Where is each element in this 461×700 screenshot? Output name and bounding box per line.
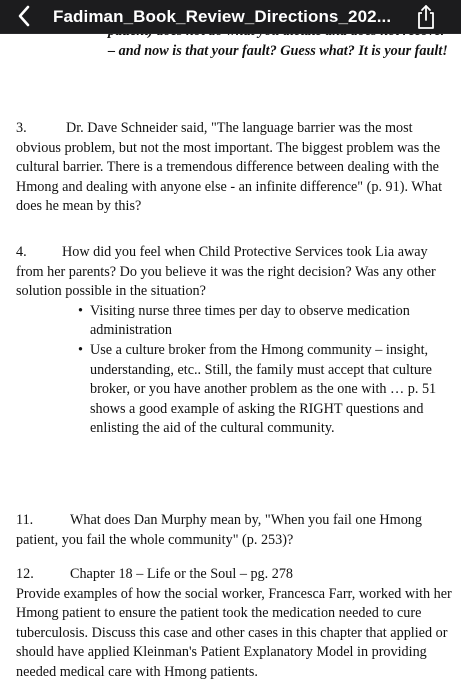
document-page[interactable] [0, 33, 461, 700]
chevron-left-icon [17, 4, 31, 28]
back-button[interactable] [12, 1, 36, 31]
question-number: 11. [16, 512, 34, 528]
question-number: 3. [16, 120, 27, 136]
share-icon [415, 4, 437, 30]
question-number: 12. [16, 566, 34, 582]
list-item [16, 302, 456, 341]
question-number: 4. [16, 244, 27, 260]
question-11 [16, 511, 456, 550]
question-12 [16, 565, 456, 683]
bullet-text: Use a culture broker from the Hmong community – insight, understanding, etc.. Still, the family must accept that culture broker, or you have another problem as the one with … p. 51 shows a good example of asking the RIGHT questions and enlisting the aid of the cultural community. [90, 341, 437, 437]
question-text: Dr. Dave Schneider said, "The language barrier was the most obvious problem, but not the most important. The biggest problem was the cultural barrier. There is a tremendous difference between dealing with the Hmong and dealing with anyone else - an infinite difference" (p. 91). What does he mean by this? [16, 120, 443, 215]
question-heading: Chapter 18 – Life or the Soul – pg. 278 [70, 566, 294, 582]
bullet-text: Visiting nurse three times per day to observe medication administration [90, 302, 410, 339]
list-item [16, 341, 456, 439]
question-4 [16, 243, 456, 439]
question-text: Provide examples of how the social worker, Francesca Farr, worked with her Hmong patient to ensure the patient took the medication needed to cure tuberculosis. Discuss this case and other cases in this chapter that applied or should have applied Kleinman's Patient Explanatory Model in providing needed medical care with Hmong patients. [16, 585, 452, 680]
question-text: How did you feel when Child Protective Services took Lia away from her parents? Do you believe it was the right decision? Was any other solution possible in the situation? [16, 244, 436, 300]
question-text: What does Dan Murphy mean by, "When you fail one Hmong patient, you fail the whole community" (p. 253)? [16, 512, 422, 548]
share-button[interactable] [412, 2, 440, 32]
bullet-icon: • [78, 302, 83, 319]
bullet-list [16, 302, 456, 439]
question-3 [16, 119, 456, 217]
document-title: Fadiman_Book_Review_Directions_202... [53, 7, 392, 26]
quote-paragraph: – and now is that your fault? Guess what? It is your fault! [108, 42, 448, 59]
bullet-icon: • [78, 341, 83, 358]
navigation-bar [0, 0, 461, 34]
